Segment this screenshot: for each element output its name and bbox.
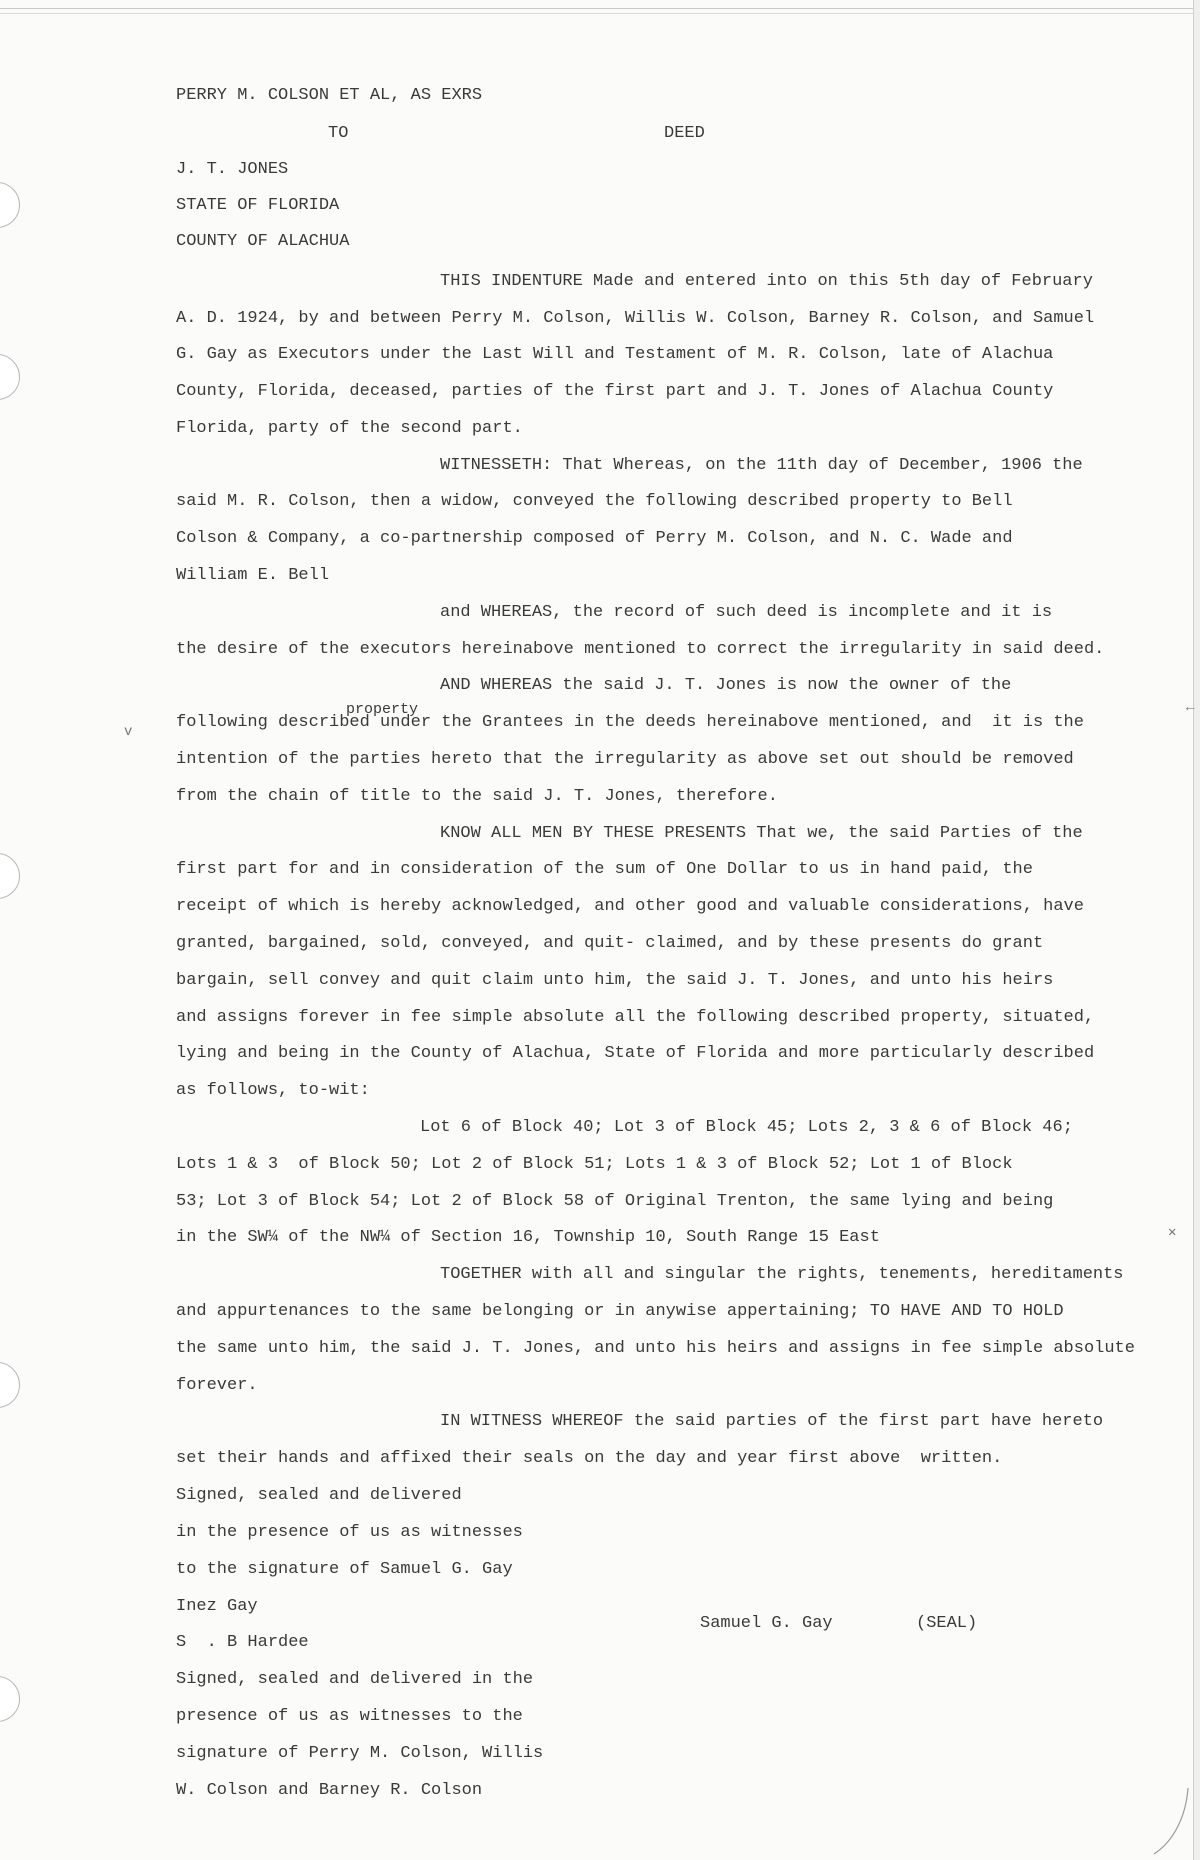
binder-hole xyxy=(0,853,20,899)
body-line: and appurtenances to the same belonging or in anywise appertaining; TO HAVE AND TO HOLD xyxy=(176,1302,1064,1321)
body-line: receipt of which is hereby acknowledged, and other good and valuable considerations, have xyxy=(176,897,1084,916)
witness-line: presence of us as witnesses to the xyxy=(176,1707,523,1726)
body-line: William E. Bell xyxy=(176,566,330,585)
witness-line: in the presence of us as witnesses xyxy=(176,1523,523,1542)
witness-line: signature of Perry M. Colson, Willis xyxy=(176,1744,544,1763)
body-line: granted, bargained, sold, conveyed, and quit- claimed, and by these presents do grant xyxy=(176,934,1044,953)
top-rule-secondary xyxy=(0,13,1200,14)
body-line: AND WHEREAS the said J. T. Jones is now the owner of the xyxy=(440,676,1012,695)
body-line: set their hands and affixed their seals on the day and year first above written. xyxy=(176,1449,1003,1468)
body-line: as follows, to-wit: xyxy=(176,1081,370,1100)
body-line: TOGETHER with all and singular the rights, tenements, hereditaments xyxy=(440,1265,1124,1284)
body-line: first part for and in consideration of the sum of One Dollar to us in hand paid, the xyxy=(176,860,1033,879)
property-description-line: Lots 1 & 3 of Block 50; Lot 2 of Block 51; Lots 1 & 3 of Block 52; Lot 1 of Block xyxy=(176,1155,1013,1174)
witness-line: to the signature of Samuel G. Gay xyxy=(176,1560,513,1579)
witness-line: W. Colson and Barney R. Colson xyxy=(176,1781,483,1800)
property-description-line: Lot 6 of Block 40; Lot 3 of Block 45; Lots 2, 3 & 6 of Block 46; xyxy=(420,1118,1073,1137)
property-description-line: 53; Lot 3 of Block 54; Lot 2 of Block 58 of Original Trenton, the same lying and being xyxy=(176,1192,1054,1211)
body-line: A. D. 1924, by and between Perry M. Colson, Willis W. Colson, Barney R. Colson, and Samuel xyxy=(176,309,1095,328)
body-line: IN WITNESS WHEREOF the said parties of the first part have hereto xyxy=(440,1412,1104,1431)
body-line: and WHEREAS, the record of such deed is incomplete and it is xyxy=(440,603,1053,622)
binder-hole xyxy=(0,1676,20,1722)
witness-line: Signed, sealed and delivered in the xyxy=(176,1670,534,1689)
body-line: intention of the parties hereto that the irregularity as above set out should be removed xyxy=(176,750,1074,769)
interlineation: property xyxy=(346,701,419,718)
margin-mark: v xyxy=(124,724,133,740)
body-line: WITNESSETH: That Whereas, on the 11th day of December, 1906 the xyxy=(440,456,1083,475)
header-doc-type: DEED xyxy=(664,124,705,143)
witness-name: Inez Gay xyxy=(176,1597,258,1616)
margin-mark: ✕ xyxy=(1168,1225,1177,1241)
body-line: bargain, sell convey and quit claim unto him, the said J. T. Jones, and unto his heirs xyxy=(176,971,1054,990)
witness-name: S . B Hardee xyxy=(176,1633,309,1652)
body-line: the desire of the executors hereinabove mentioned to correct the irregularity in said deed. xyxy=(176,640,1105,659)
margin-mark: ← xyxy=(1186,700,1195,716)
body-line: the same unto him, the said J. T. Jones, and unto his heirs and assigns in fee simple absolute xyxy=(176,1339,1135,1358)
header-to: TO xyxy=(328,124,349,143)
top-rule xyxy=(0,8,1200,9)
page-right-edge xyxy=(1193,0,1200,1860)
body-line: from the chain of title to the said J. T. Jones, therefore. xyxy=(176,787,778,806)
body-line: and assigns forever in fee simple absolute all the following described property, situated, xyxy=(176,1008,1095,1027)
header-grantee: J. T. JONES xyxy=(176,160,289,179)
header-county: COUNTY OF ALACHUA xyxy=(176,232,350,251)
header-grantor: PERRY M. COLSON ET AL, AS EXRS xyxy=(176,86,483,105)
property-description-line: in the SW¼ of the NW¼ of Section 16, Township 10, South Range 15 East xyxy=(176,1228,880,1247)
body-line: forever. xyxy=(176,1376,258,1395)
header-state: STATE OF FLORIDA xyxy=(176,196,340,215)
body-line: County, Florida, deceased, parties of the first part and J. T. Jones of Alachua County xyxy=(176,382,1054,401)
binder-hole xyxy=(0,1362,20,1408)
signatory-name: Samuel G. Gay xyxy=(700,1614,833,1633)
binder-hole xyxy=(0,182,20,228)
body-line: Florida, party of the second part. xyxy=(176,419,523,438)
body-line: THIS INDENTURE Made and entered into on this 5th day of February xyxy=(440,272,1093,291)
witness-line: Signed, sealed and delivered xyxy=(176,1486,462,1505)
body-line: following described under the Grantees in the deeds hereinabove mentioned, and it is the xyxy=(176,713,1084,732)
body-line: Colson & Company, a co-partnership composed of Perry M. Colson, and N. C. Wade and xyxy=(176,529,1013,548)
body-line: lying and being in the County of Alachua, State of Florida and more particularly described xyxy=(176,1044,1095,1063)
body-line: KNOW ALL MEN BY THESE PRESENTS That we, the said Parties of the xyxy=(440,824,1083,843)
body-line: G. Gay as Executors under the Last Will and Testament of M. R. Colson, late of Alachua xyxy=(176,345,1054,364)
page-corner-curl xyxy=(1152,1786,1192,1856)
seal-label: (SEAL) xyxy=(916,1614,978,1633)
body-line: said M. R. Colson, then a widow, conveyed the following described property to Bell xyxy=(176,492,1013,511)
binder-hole xyxy=(0,354,20,400)
